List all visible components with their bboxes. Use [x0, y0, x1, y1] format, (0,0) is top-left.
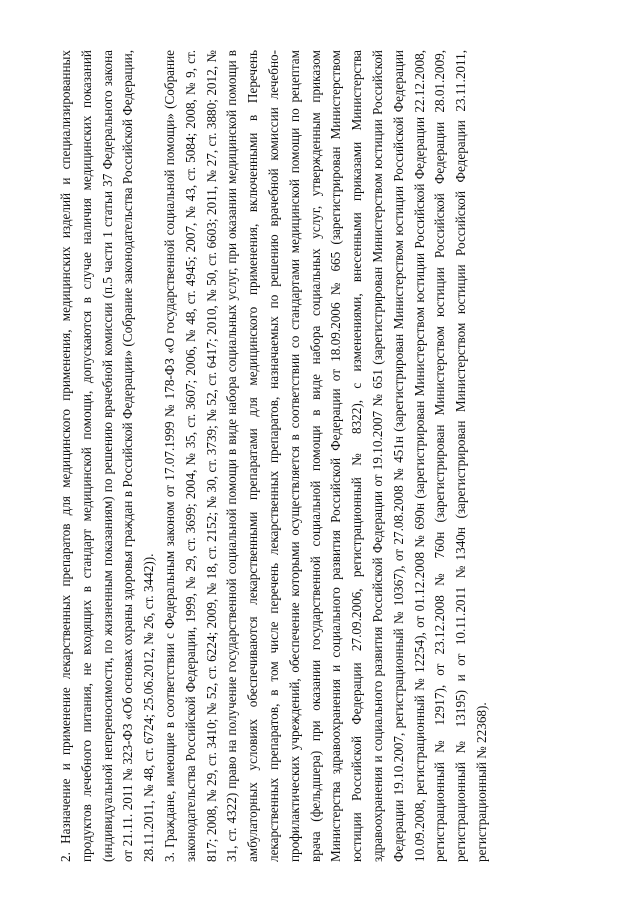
rotated-page — [56, 50, 496, 862]
paragraph-2: 2. Назначение и применение лекарственных препаратов для медицинского применения, медицинских изделий и специализированных продуктов лечебного питания, не входящих в стандарт медицинской помощи, допускаются в случае наличия медицинских показаний (индивидуальной непереносимости, по жизненным показаниям) по решению врачебной комиссии (п.5 части 1 статьи 37 Федерального закона от 21.11. 2011 № 323-ФЗ «Об основах охраны здоровья граждан в Российской Федерации» (Собрание законодательства Российской Федерации, 28.11.2011, № 48, ст. 6724; 25.06.2012, № 26, ст. 3442)). — [58, 50, 157, 862]
document-body — [56, 50, 493, 862]
paragraph-3: 3. Граждане, имеющие в соответствии с Федеральным законом от 17.07.1999 № 178-ФЗ «О государственной социальной помощи» (Собрание законодательства Российской Федерации, 1999, № 29, ст. 3699; 2004, № 35, ст. 3607; 2006, № 48, ст. 4945; 2007, № 43, ст. 5084; 2008, № 9, ст. 817; 2008, № 29, ст. 3410; № 52, ст. 6224; 2009, № 18, ст. 2152; № 30, ст. 3739; № 52, ст. 6417; 2010, № 50, ст. 6603; 2011, № 27, ст. 3880; 2012, № 31, ст. 4322) право на получение государственной социальной помощи в виде набора социальных услуг, при оказании медицинской помощи в амбулаторных условиях обеспечиваются лекарственными препаратами для медицинского применения, включенными в Перечень лекарственных препаратов, в том числе перечень лекарственных препаратов, назначаемых по решению врачебной комиссии лечебно-профилактических учреждений, обеспечение которыми осуществляется в соответствии со стандартами медицинской помощи по рецептам врача (фельдшера) при оказании государственной социальной помощи в виде набора социальных услуг, утвержденным приказом Министерства здравоохранения и социального развития Российской Федерации от 18.09.2006 № 665 (зарегистрирован Министерством юстиции Российской Федерации 27.09.2006, регистрационный № 8322), с изменениями, внесенными приказами Министерства здравоохранения и социального развития Российской Федерации от 19.10.2007 № 651 (зарегистрирован Министерством юстиции Российской Федерации 19.10.2007, регистрационный № 10367), от 27.08.2008 № 451н (зарегистрирован Министерством юстиции Российской Федерации 10.09.2008, регистрационный № 12254), от 01.12.2008 № 690н (зарегистрирован Министерством юстиции Российской Федерации 22.12.2008, регистрационный № 12917), от 23.12.2008 № 760н (зарегистрирован Министерством юстиции Российской Федерации 28.01.2009, регистрационный № 13195) и от 10.11.2011 №1340н (зарегистрирован Министерством юстиции Российской Федерации 23.11.2011, регистрационный № 22368). — [161, 50, 489, 862]
